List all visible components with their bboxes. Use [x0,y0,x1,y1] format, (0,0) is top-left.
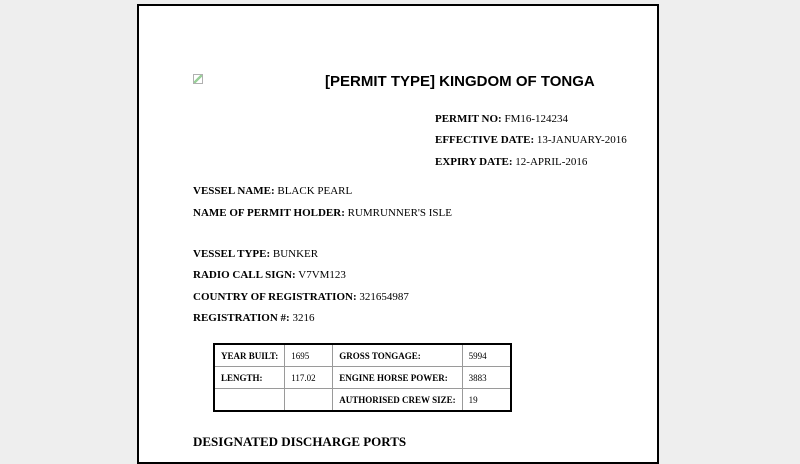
vessel-type-label: VESSEL TYPE: [193,248,271,260]
permit-no-value: FM16-124234 [504,113,569,125]
year-built-value: 1695 [285,344,333,367]
radio-call-sign-value: V7VM123 [298,269,346,281]
year-built-label: YEAR BUILT: [214,344,285,367]
permit-holder-label: NAME OF PERMIT HOLDER: [193,207,345,219]
expiry-date-row [435,156,587,168]
gross-tonnage-value: 5994 [462,344,511,367]
table-row [214,344,511,367]
empty-cell [285,389,333,412]
table-row [214,367,511,389]
country-label: COUNTRY OF REGISTRATION: [193,291,357,303]
table-row [214,389,511,412]
expiry-date-label: EXPIRY DATE: [435,156,513,168]
country-value: 321654987 [359,291,409,303]
radio-call-sign-label: RADIO CALL SIGN: [193,269,296,281]
vessel-type-row [193,248,318,260]
registration-value: 3216 [292,312,315,324]
document-title: [PERMIT TYPE] KINGDOM OF TONGA [325,73,595,90]
effective-date-value: 13-JANUARY-2016 [536,134,627,146]
vessel-name-value: BLACK PEARL [277,185,353,197]
discharge-ports-heading: DESIGNATED DISCHARGE PORTS [193,434,407,449]
vessel-name-label: VESSEL NAME: [193,185,275,197]
effective-date-label: EFFECTIVE DATE: [435,134,535,146]
empty-cell [214,389,285,412]
radio-call-sign-row [193,269,346,281]
vessel-type-value: BUNKER [272,248,319,260]
gross-tonnage-label: GROSS TONGAGE: [333,344,462,367]
engine-hp-value: 3883 [462,367,511,389]
permit-no-row [435,113,568,125]
vessel-specs-table [213,343,512,412]
vessel-name-row [193,185,352,197]
permit-page [137,4,659,464]
permit-no-label: PERMIT NO: [435,113,502,125]
permit-holder-row [193,207,452,219]
crew-size-value: 19 [462,389,511,412]
country-row [193,291,409,303]
permit-holder-value: RUMRUNNER'S ISLE [347,207,452,219]
registration-row [193,312,314,324]
registration-label: REGISTRATION #: [193,312,290,324]
effective-date-row [435,134,627,146]
crew-size-label: AUTHORISED CREW SIZE: [333,389,462,412]
length-label: LENGTH: [214,367,285,389]
length-value: 117.02 [285,367,333,389]
engine-hp-label: ENGINE HORSE POWER: [333,367,462,389]
broken-image-icon [193,74,203,84]
expiry-date-value: 12-APRIL-2016 [515,156,588,168]
